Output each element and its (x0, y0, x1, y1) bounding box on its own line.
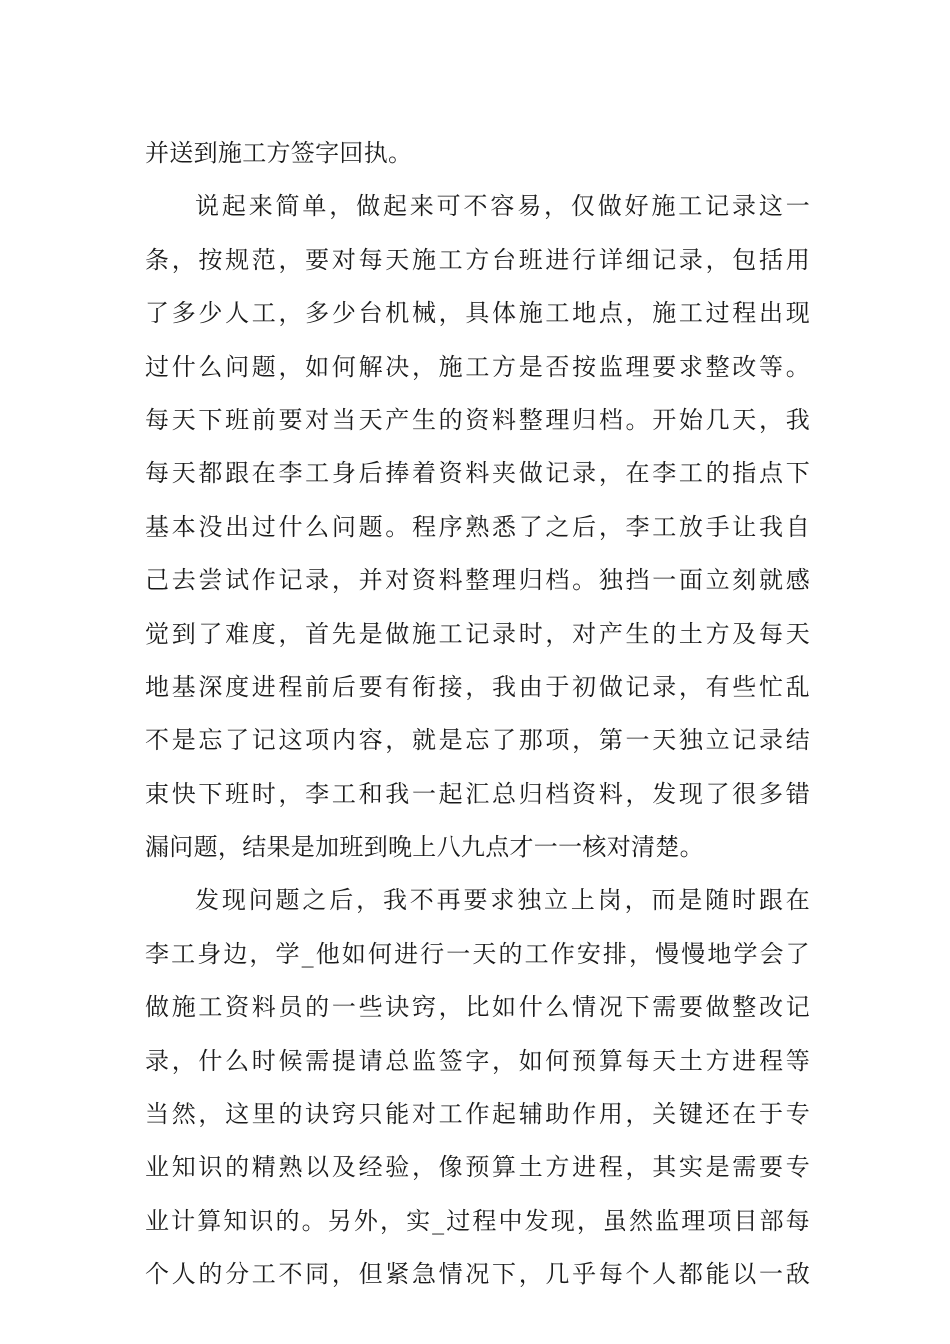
text-line: 每天下班前要对当天产生的资料整理归档。开始几天，我 (145, 405, 810, 434)
text-line: 不是忘了记这项内容，就是忘了那项，第一天独立记录结 (145, 726, 810, 755)
text-line: 做施工资料员的一些诀窍，比如什么情况下需要做整改记 (145, 993, 810, 1022)
text-line: 说起来简单，做起来可不容易，仅做好施工记录这一 (195, 192, 810, 221)
text-line: 李工身边，学_他如何进行一天的工作安排，慢慢地学会了 (145, 939, 810, 968)
text-line: 发现问题之后，我不再要求独立上岗，而是随时跟在 (195, 886, 810, 915)
text-line: 每天都跟在李工身后捧着资料夹做记录，在李工的指点下 (145, 459, 810, 488)
document-body (145, 127, 810, 1302)
text-line: 束快下班时，李工和我一起汇总归档资料，发现了很多错 (145, 779, 810, 808)
text-line: 业计算知识的。另外，实_过程中发现，虽然监理项目部每 (145, 1206, 810, 1235)
text-line: 觉到了难度，首先是做施工记录时，对产生的土方及每天 (145, 619, 810, 648)
text-line: 漏问题，结果是加班到晚上八九点才一一核对清楚。 (145, 833, 704, 862)
text-line: 己去尝试作记录，并对资料整理归档。独挡一面立刻就感 (145, 566, 810, 595)
text-line: 当然，这里的诀窍只能对工作起辅助作用，关键还在于专 (145, 1100, 810, 1129)
text-line: 了多少人工，多少台机械，具体施工地点，施工过程出现 (145, 299, 810, 328)
text-line: 个人的分工不同，但紧急情况下，几乎每个人都能以一敌 (145, 1260, 810, 1289)
text-line: 基本没出过什么问题。程序熟悉了之后，李工放手让我自 (145, 512, 810, 541)
text-line: 录，什么时候需提请总监签字，如何预算每天土方进程等 (145, 1046, 810, 1075)
text-line: 条，按规范，要对每天施工方台班进行详细记录，包括用 (145, 245, 810, 274)
text-line: 过什么问题，如何解决，施工方是否按监理要求整改等。 (145, 352, 810, 381)
text-line: 地基深度进程前后要有衔接，我由于初做记录，有些忙乱 (145, 672, 810, 701)
text-line: 并送到施工方签字回执。 (145, 139, 413, 167)
text-line: 业知识的精熟以及经验，像预算土方进程，其实是需要专 (145, 1153, 810, 1182)
